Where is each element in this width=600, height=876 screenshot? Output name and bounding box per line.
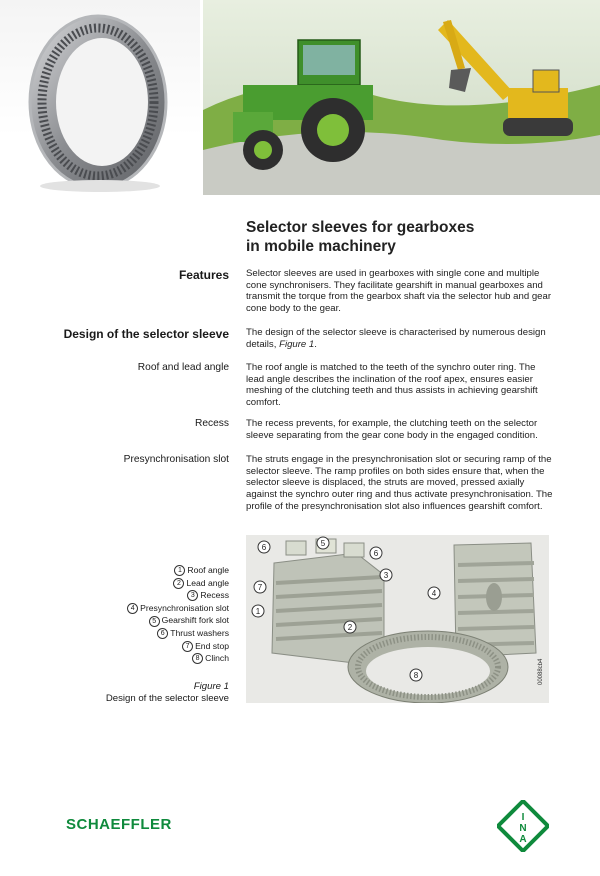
legend-item: 5 Gearshift fork slot [127,614,229,627]
section-text: The struts engage in the presynchronisation slot or securing ramp of the selector sleeve. The ramp profiles on both sides ensure that, when the selector sleeve is displaced, the struts are moved, pressed axially against the synchro outer ring and thus activate presynchronisation. The profile of the presynchronisation slot also influences gearshift comfort. [246,454,553,512]
hero-banner [0,0,600,195]
figure-code: 00088cb4 [538,658,544,685]
selector-sleeve-photo [0,0,200,195]
schaeffler-logo: SCHAEFFLER [66,816,172,833]
section-label: Recess [195,418,229,429]
section-label: Design of the selector sleeve [63,327,229,341]
section-text: The design of the selector sleeve is characterised by numerous design details, Figure 1. [246,327,546,350]
svg-text:6: 6 [373,549,379,558]
ina-logo-icon [497,800,549,852]
synchro-ring [348,631,508,703]
section-text: Selector sleeves are used in gearboxes with single cone and multiple cone synchronisers. They facilitate gearshift in manual gearboxes and transmit the torque from the gearbox shaft via the selector hub and gear cone body to the gear. [246,268,552,315]
figure-reference: Figure 1 [279,338,315,350]
svg-text:A: A [519,834,527,845]
figure-label: Figure 1 [193,681,229,692]
machinery-photo [203,0,600,195]
legend-item: 7 End stop [127,640,229,653]
legend-item: 3 Recess [127,589,229,602]
selector-sleeve-diagram [246,535,549,703]
svg-text:5: 5 [320,539,326,548]
legend-item: 4 Presynchronisation slot [127,602,229,615]
section-label: Presynchronisation slot [123,454,229,465]
legend-item: 6 Thrust washers [127,627,229,640]
legend-item: 2 Lead angle [127,577,229,590]
svg-text:1: 1 [255,607,261,616]
svg-text:I: I [521,812,525,823]
legend-item: 8 Clinch [127,652,229,665]
section-label: Features [178,268,229,282]
legend-item: 1 Roof angle [127,564,229,577]
svg-text:6: 6 [261,543,267,552]
figure-legend [127,564,229,665]
section-text: The recess prevents, for example, the clutching teeth on the selector sleeve separating from the gear cone body in the engaged condition. [246,418,538,441]
svg-text:N: N [519,823,527,834]
svg-text:2: 2 [347,623,353,632]
figure-caption [106,681,229,705]
svg-text:4: 4 [431,589,437,598]
page-title: Selector sleeves for gearboxes in mobile machinery [246,219,475,255]
svg-text:8: 8 [413,671,419,680]
section-text: The roof angle is matched to the teeth of the synchro outer ring. The lead angle describes the inclination of the roof apex, ensures easier meshing of the clutching teeth and thus assists in achieving gearshift comfort. [246,362,538,409]
svg-text:7: 7 [257,583,263,592]
section-label: Roof and lead angle [137,362,229,373]
svg-text:3: 3 [383,571,389,580]
figure-caption-text: Design of the selector sleeve [105,693,229,704]
